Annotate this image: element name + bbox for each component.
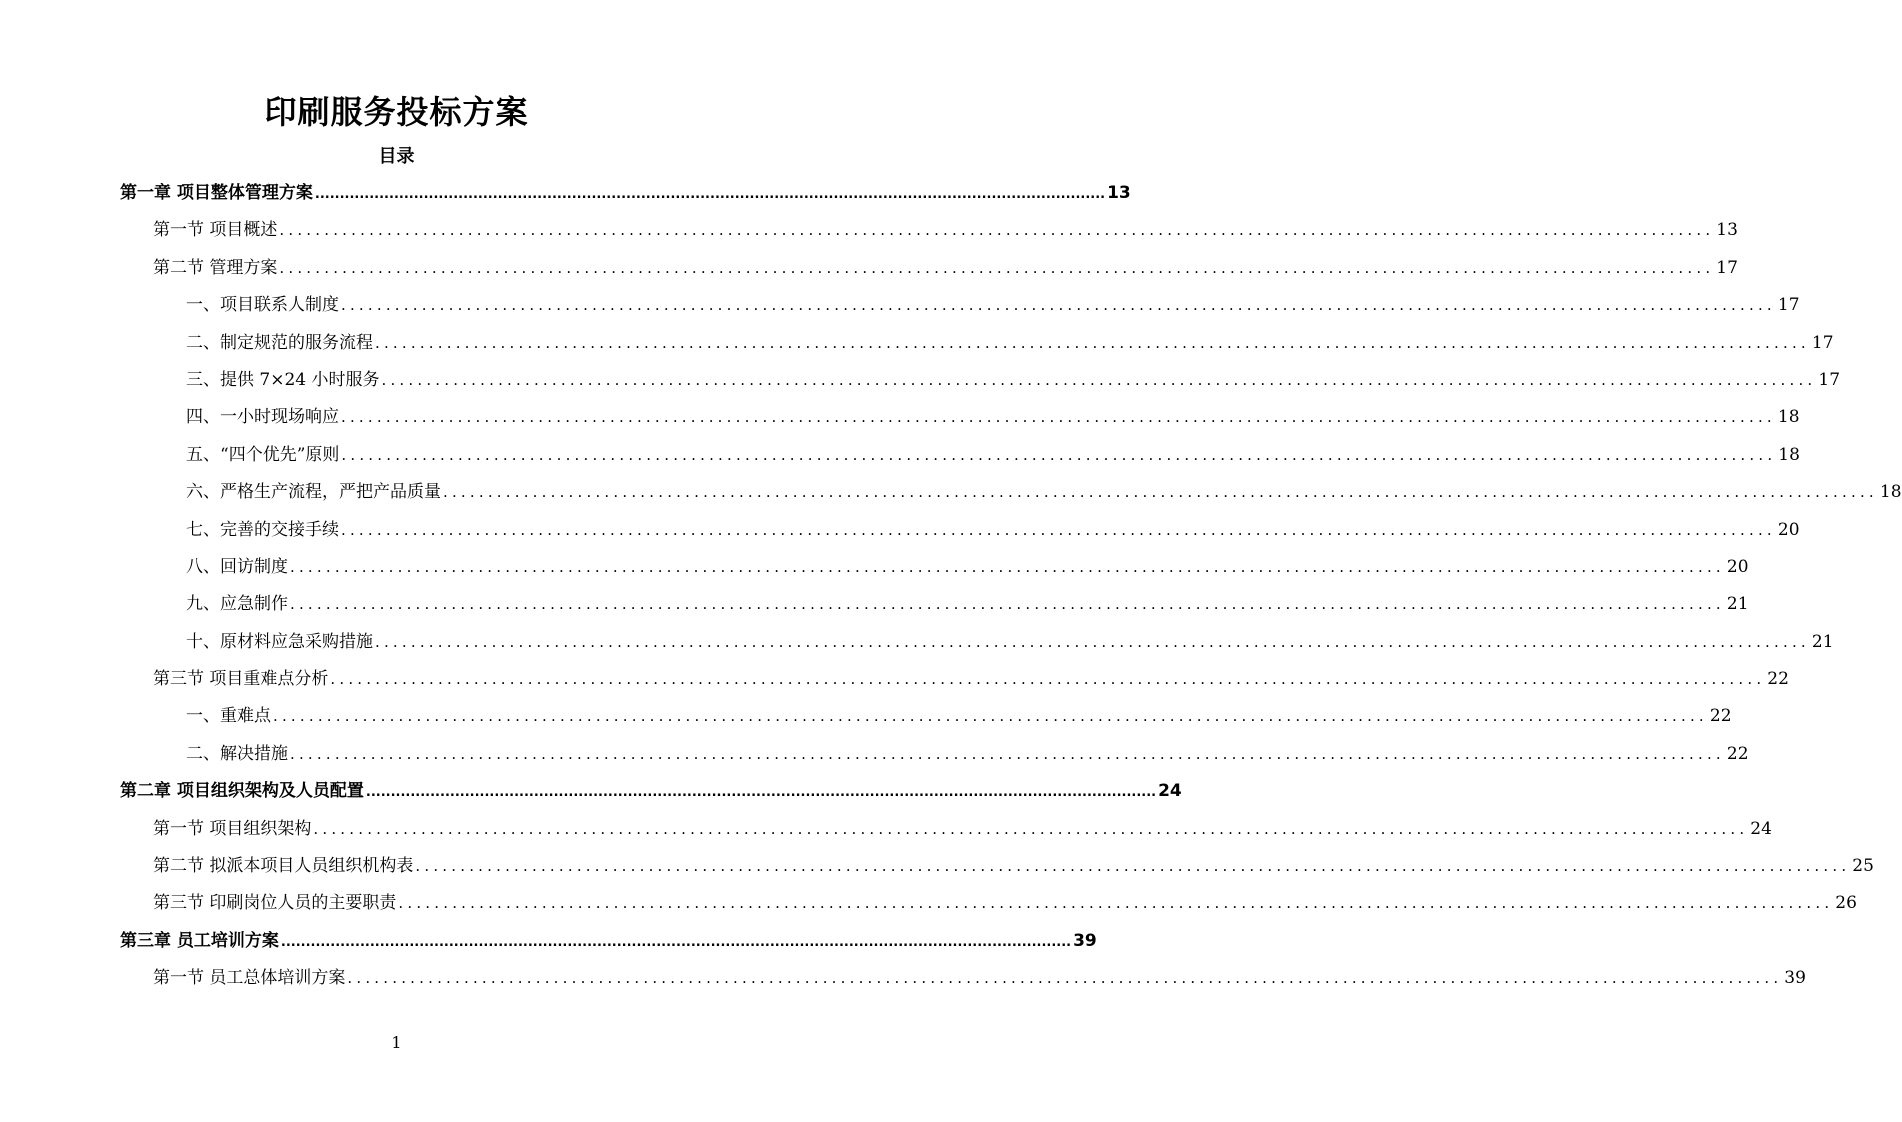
toc-entry-page: 22 (1726, 743, 1749, 764)
toc-entry-page: 22 (1709, 706, 1732, 727)
toc-entry-label: 第二节 管理方案 (153, 257, 278, 278)
toc-dot-leader: ................................................................................................................................................................ (381, 370, 1817, 389)
toc-entry-label: 第三节 项目重难点分析 (153, 669, 329, 690)
toc-dot-leader: ................................................................................................................................................................ (415, 857, 1851, 876)
toc-entry-page: 17 (1811, 332, 1834, 353)
page-number: 1 (391, 1033, 402, 1052)
toc-subsection-entry[interactable] (120, 474, 1902, 511)
toc-entry-label: 十、原材料应急采购措施 (186, 631, 373, 652)
toc-entry-page: 21 (1811, 631, 1834, 652)
toc-subsection-entry[interactable] (120, 399, 1800, 436)
toc-section-entry[interactable] (120, 212, 1738, 249)
toc-section-entry[interactable] (120, 960, 1806, 997)
toc-entry-label: 第二章 项目组织架构及人员配置 (120, 781, 364, 802)
toc-subsection-entry[interactable] (120, 325, 1834, 362)
toc-dot-leader: ................................................................................................................................................................ (290, 557, 1725, 576)
toc-entry-label: 二、解决措施 (186, 743, 288, 764)
toc-entry-page: 17 (1777, 295, 1800, 316)
toc-entry-label: 第三节 印刷岗位人员的主要职责 (153, 893, 397, 914)
toc-subsection-entry[interactable] (120, 698, 1732, 735)
toc-heading: 目录 (378, 146, 415, 167)
toc-entry-label: 六、严格生产流程，严把产品质量 (186, 482, 441, 503)
toc-entry-page: 20 (1726, 556, 1749, 577)
toc-subsection-entry[interactable] (120, 362, 1841, 399)
toc-subsection-entry[interactable] (120, 736, 1749, 773)
toc-entry-page: 39 (1784, 968, 1806, 989)
toc-entry-page: 17 (1716, 257, 1738, 278)
toc-dot-leader: ................................................................................................................................................................ (341, 520, 1776, 539)
toc-dot-leader: ................................................................................................................................................................ (290, 595, 1725, 614)
toc-dot-leader: ................................................................................................................................................................ (280, 934, 1072, 950)
toc-entry-page: 13 (1107, 183, 1131, 203)
toc-entry-label: 第二节 拟派本项目人员组织机构表 (153, 856, 414, 877)
toc-dot-leader: ................................................................................................................................................................ (341, 408, 1776, 427)
toc-entry-label: 四、一小时现场响应 (186, 407, 339, 428)
toc-entry-label: 第一章 项目整体管理方案 (120, 183, 313, 203)
toc-dot-leader: ................................................................................................................................................................ (330, 670, 1766, 689)
toc-dot-leader: ................................................................................................................................................................ (375, 632, 1810, 651)
toc-entry-label: 一、重难点 (186, 706, 271, 727)
toc-entry-page: 25 (1852, 856, 1874, 877)
toc-dot-leader: ................................................................................................................................................................ (341, 296, 1776, 315)
toc-section-entry[interactable] (120, 250, 1738, 287)
toc-entry-label: 七、完善的交接手续 (186, 519, 339, 540)
toc-entry-label: 三、提供 7×24 小时服务 (186, 369, 380, 390)
toc-section-entry[interactable] (120, 848, 1874, 885)
toc-entry-page: 17 (1818, 369, 1841, 390)
toc-section-entry[interactable] (120, 811, 1772, 848)
table-of-contents (120, 175, 1902, 998)
toc-subsection-entry[interactable] (120, 586, 1749, 623)
toc-dot-leader: ................................................................................................................................................................ (443, 483, 1878, 502)
toc-section-entry[interactable] (120, 885, 1857, 922)
toc-entry-label: 五、“四个优先”原则 (186, 444, 340, 465)
toc-entry-label: 九、应急制作 (186, 594, 288, 615)
toc-entry-page: 39 (1073, 930, 1097, 951)
toc-dot-leader: ................................................................................................................................................................ (273, 707, 1708, 726)
toc-dot-leader: ................................................................................................................................................................ (347, 969, 1783, 988)
toc-entry-page: 18 (1879, 482, 1902, 503)
toc-entry-page: 20 (1777, 519, 1800, 540)
toc-chapter-entry[interactable] (120, 175, 1131, 212)
toc-entry-label: 一、项目联系人制度 (186, 295, 339, 316)
toc-subsection-entry[interactable] (120, 549, 1749, 586)
toc-dot-leader: ................................................................................................................................................................ (279, 221, 1715, 240)
toc-dot-leader: ................................................................................................................................................................ (314, 187, 1106, 202)
toc-entry-label: 八、回访制度 (186, 556, 288, 577)
toc-subsection-entry[interactable] (120, 624, 1834, 661)
toc-dot-leader: ................................................................................................................................................................ (341, 445, 1777, 464)
toc-entry-page: 18 (1778, 444, 1800, 465)
toc-dot-leader: ................................................................................................................................................................ (290, 744, 1725, 763)
toc-entry-page: 24 (1750, 818, 1772, 839)
toc-dot-leader: ................................................................................................................................................................ (313, 819, 1749, 838)
toc-entry-page: 24 (1158, 781, 1182, 802)
toc-chapter-entry[interactable] (120, 773, 1182, 810)
toc-entry-page: 21 (1726, 594, 1749, 615)
toc-entry-label: 二、制定规范的服务流程 (186, 332, 373, 353)
toc-entry-page: 26 (1835, 893, 1857, 914)
toc-dot-leader: ................................................................................................................................................................ (365, 785, 1157, 801)
toc-subsection-entry[interactable] (120, 287, 1800, 324)
toc-section-entry[interactable] (120, 661, 1789, 698)
toc-chapter-entry[interactable] (120, 923, 1097, 960)
document-title: 印刷服务投标方案 (264, 93, 529, 131)
toc-entry-page: 22 (1767, 669, 1789, 690)
toc-entry-label: 第一节 项目组织架构 (153, 818, 312, 839)
toc-dot-leader: ................................................................................................................................................................ (279, 258, 1715, 277)
toc-subsection-entry[interactable] (120, 437, 1800, 474)
toc-entry-label: 第一节 员工总体培训方案 (153, 968, 346, 989)
toc-subsection-entry[interactable] (120, 512, 1800, 549)
toc-dot-leader: ................................................................................................................................................................ (375, 333, 1810, 352)
toc-entry-page: 18 (1777, 407, 1800, 428)
toc-dot-leader: ................................................................................................................................................................ (398, 894, 1834, 913)
toc-entry-label: 第三章 员工培训方案 (120, 930, 279, 951)
toc-entry-label: 第一节 项目概述 (153, 220, 278, 241)
toc-entry-page: 13 (1716, 220, 1738, 241)
